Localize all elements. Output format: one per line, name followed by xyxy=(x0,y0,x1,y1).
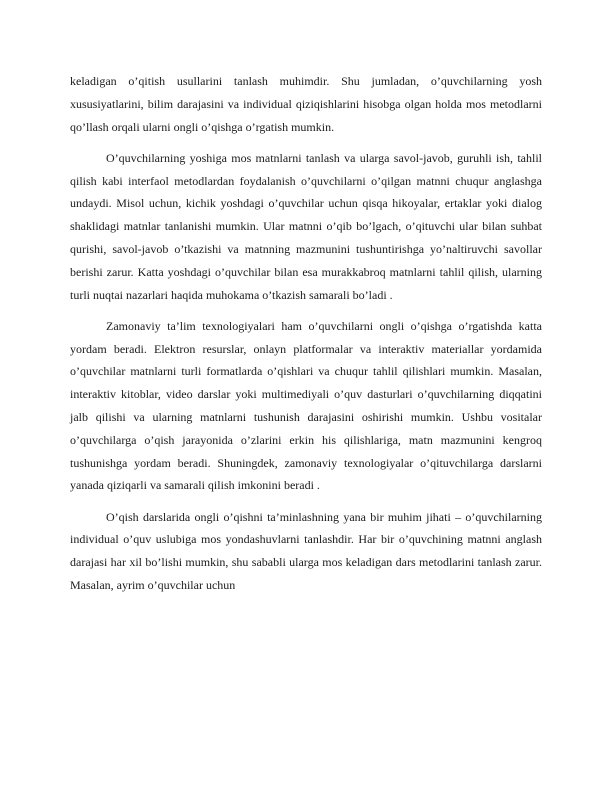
paragraph-2: O’quvchilarning yoshiga mos matnlarni tanlash va ularga savol-javob, guruhli ish, tahlil qilish kabi interfaol metodlardan foydalanish o’quvchilarni o’qilgan matnni chuqur anglashga undaydi. Misol uchun, kichik yoshdagi o’quvchilar uchun qisqa hikoyalar, ertaklar yoki dialog shaklidagi matnlar tanlanishi mumkin. Ular matnni o’qib bo’lgach, o’qituvchi ular bilan suhbat qurishi, savol-javob o’tkazishi va matnning mazmunini tushuntirishga yo’naltiruvchi savollar berishi zarur. Katta yoshdagi o’quvchilar bilan esa murakkabroq matnlarni tahlil qilish, ularning turli nuqtai nazarlari haqida muhokama o’tkazish samarali bo’ladi . xyxy=(70,150,542,302)
paragraph-1: keladigan o’qitish usullarini tanlash muhimdir. Shu jumladan, o’quvchilarning yosh xususiyatlarini, bilim darajasini va individual qiziqishlarini hisobga olgan holda mos metodlarni qo’llash orqali ularni ongli o’qishga o’rgatish mumkin. xyxy=(70,74,542,134)
document-page xyxy=(70,70,542,605)
paragraph-3: Zamonaviy ta’lim texnologiyalari ham o’quvchilarni ongli o’qishga o’rgatishda katta yordam beradi. Elektron resurslar, onlayn platformalar va interaktiv materiallar yordamida o’quvchilar matnlarni turli formatlarda o’qishlari va chuqur tahlil qilishlari mumkin. Masalan, interaktiv kitoblar, video darslar yoki multimediyali o’quv dasturlari o’quvchilarning diqqatini jalb qilishi va ularning matnlarni tushunish darajasini oshirishi mumkin. Ushbu vositalar o’quvchilarga o’qish jarayonida o’zlarini erkin his qilishlariga, matn mazmunini kengroq tushunishga yordam beradi. Shuningdek, zamonaviy texnologiyalar o’qituvchilarga darslarni yanada qiziqarli va samarali qilish imkonini beradi . xyxy=(70,318,542,493)
paragraph-4: O’qish darslarida ongli o’qishni ta’minlashning yana bir muhim jihati – o’quvchilarning individual o’quv uslubiga mos yondashuvlarni tanlashdir. Har bir o’quvchining matnni anglash darajasi har xil bo’lishi mumkin, shu sababli ularga mos keladigan dars metodlarini tanlash zarur. Masalan, ayrim o’quvchilar uchun xyxy=(70,509,542,592)
